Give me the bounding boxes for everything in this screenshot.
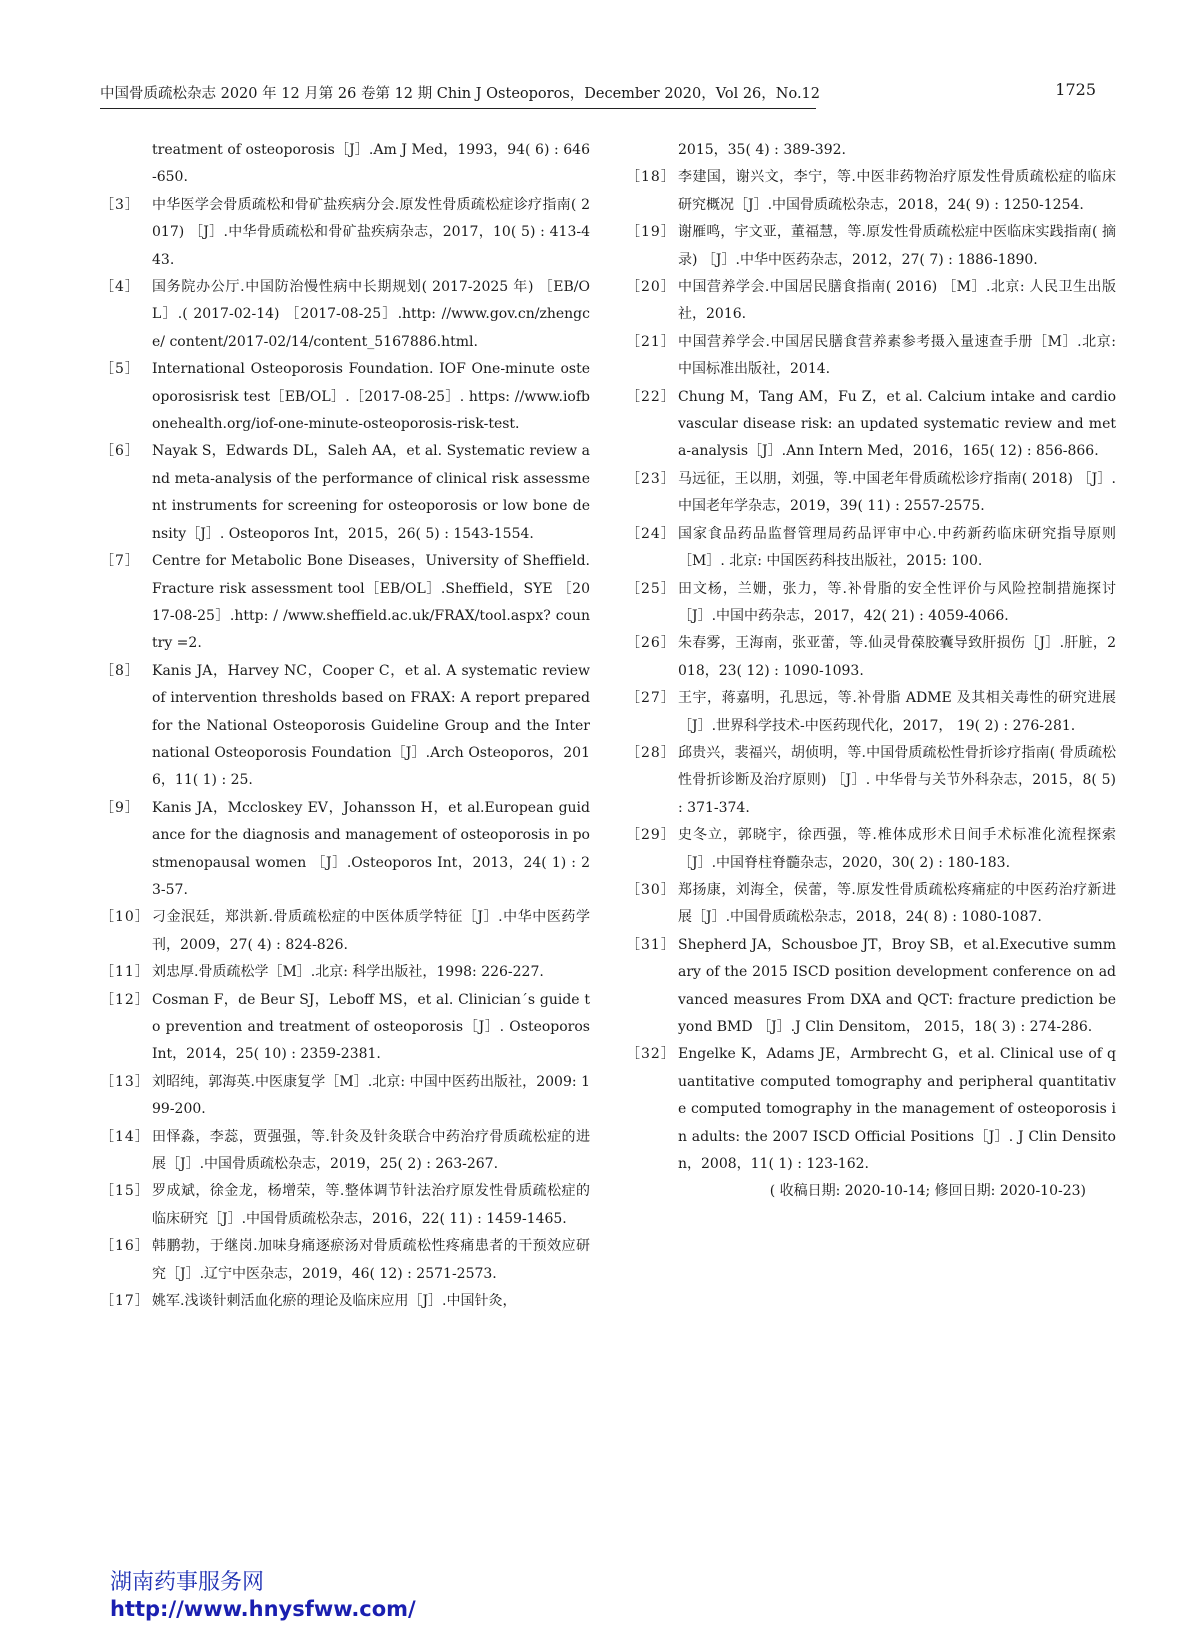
reference-number: ［15］ — [100, 1183, 150, 1200]
reference-text: 国务院办公厅.中国防治慢性病中长期规划( 2017-2025 年) ［EB/OL］.( 2017-02-14) ［2017-08-25］.http: //www.gov.cn/zhengce/ content/2017-02/14/content_5167886.html. — [152, 279, 590, 350]
reference-text: International Osteoporosis Foundation. IOF One-minute osteoporosisrisk test［EB/OL］.［2017-08-25］. https: //www.iofbonehealth.org/iof-one-minute-osteoporosis-risk-test. — [152, 361, 590, 433]
reference-text: Centre for Metabolic Bone Diseases，University of Sheffield. Fracture risk assessment tool［EB/OL］.Sheffield，SYE ［2017-08-25］.http: / /www.sheffield.ac.uk/FRAX/tool.aspx? country =2. — [152, 553, 590, 652]
reference-item — [100, 438, 590, 548]
reference-text: 李建国，谢兴文，李宁，等.中医非药物治疗原发性骨质疏松症的临床研究概况［J］.中国骨质疏松杂志，2018，24( 9) : 1250-1254. — [678, 169, 1116, 213]
reference-text: 马远征，王以朋，刘强，等.中国老年骨质疏松诊疗指南( 2018) ［J］.中国老年学杂志，2019，39( 11) : 2557-2575. — [678, 470, 1116, 515]
watermark — [110, 1570, 416, 1622]
reference-item — [100, 1233, 590, 1288]
running-header — [100, 82, 1096, 106]
reference-number: ［6］ — [100, 443, 140, 460]
reference-text: 郑扬康，刘海全，侯蕾，等.原发性骨质疏松疼痛症的中医药治疗新进展［J］.中国骨质疏松杂志，2018，24( 8) : 1080-1087. — [678, 881, 1116, 926]
reference-number: ［4］ — [100, 279, 140, 296]
reference-text: 2015，35( 4) : 389-392. — [678, 142, 846, 158]
reference-list-left — [100, 137, 590, 1315]
reference-item — [100, 904, 590, 959]
page-number: 1725 — [1055, 80, 1096, 99]
reference-text: Kanis JA，Harvey NC，Cooper C，et al. A systematic review of intervention thresholds based on FRAX: A report prepared for the National Osteoporosis Guideline Group and the International Osteoporosis Foundation［J］.Arch Osteoporos，2016，11( 1) : 25. — [152, 662, 590, 789]
reference-text: 田怿淼，李蕊，贾强强，等.针灸及针灸联合中药治疗骨质疏松症的进展［J］.中国骨质疏松杂志，2019，25( 2) : 263-267. — [152, 1128, 590, 1173]
reference-number: ［13］ — [100, 1073, 150, 1090]
reference-item — [100, 274, 590, 356]
reference-text: 刘昭纯，郭海英.中医康复学［M］.北京: 中国中医药出版社，2009: 199-200. — [152, 1073, 590, 1118]
reference-number: ［27］ — [626, 690, 676, 707]
reference-item — [100, 137, 590, 192]
header-rule — [100, 108, 816, 109]
reference-number: ［16］ — [100, 1238, 150, 1255]
running-title: 中国骨质疏松杂志 2020 年 12 月第 26 卷第 12 期 Chin J Osteoporos，December 2020，Vol 26，No.12 — [100, 86, 821, 102]
reference-item — [626, 521, 1116, 576]
reference-number: ［29］ — [626, 827, 676, 844]
reference-number: ［10］ — [100, 909, 150, 926]
reference-item — [626, 740, 1116, 822]
reference-text: 田文杨，兰姗，张力，等.补骨脂的安全性评价与风险控制措施探讨［J］.中国中药杂志，2017，42( 21) : 4059-4066. — [678, 580, 1116, 624]
reference-text: Kanis JA，Mccloskey EV，Johansson H，et al.European guidance for the diagnosis and management of osteoporosis in postmenopausal women ［J］.Osteoporos Int，2013，24( 1) : 23-57. — [152, 799, 590, 898]
reference-item — [100, 192, 590, 274]
reference-text: 邱贵兴，裴福兴，胡侦明，等.中国骨质疏松性骨折诊疗指南( 骨质疏松性骨折诊断及治疗原则) ［J］. 中华骨与关节外科杂志，2015，8( 5) : 371-374. — [678, 744, 1116, 816]
reference-text: 姚军.浅谈针刺活血化瘀的理论及临床应用［J］.中国针灸， — [152, 1293, 517, 1310]
watermark-title: 湖南药事服务网 — [110, 1570, 265, 1595]
reference-number: ［19］ — [626, 224, 676, 241]
reference-item — [626, 576, 1116, 631]
reference-number: ［20］ — [626, 279, 676, 296]
reference-text: 中国营养学会.中国居民膳食营养素参考摄入量速查手册［M］.北京: 中国标准出版社，2014. — [678, 333, 1116, 378]
reference-item — [626, 1041, 1116, 1178]
reference-number: ［3］ — [100, 196, 140, 213]
reference-number: ［12］ — [100, 991, 150, 1008]
reference-item — [100, 658, 590, 795]
reference-text: 刘忠厚.骨质疏松学［M］.北京: 科学出版社，1998: 226-227. — [152, 964, 544, 981]
reference-text: 朱春雾，王海南，张亚蕾，等.仙灵骨葆胶囊导致肝损伤［J］.肝脏，2018，23( 12) : 1090-1093. — [678, 635, 1116, 679]
reference-number: ［23］ — [626, 470, 676, 487]
reference-text: Engelke K，Adams JE，Armbrecht G，et al. Clinical use of quantitative computed tomography and peripheral quantitative computed tomography in the management of osteoporosis in adults: the 2007 ISCD Official Positions［J］. J Clin Densiton，2008，11( 1) : 123-162. — [678, 1046, 1116, 1173]
reference-item — [100, 1288, 590, 1315]
received-date-note: ( 收稿日期: 2020-10-14; 修回日期: 2020-10-23) — [769, 1183, 1086, 1200]
reference-item — [100, 959, 590, 986]
reference-text: 王宇，蒋嘉明，孔思远，等.补骨脂 ADME 及其相关毒性的研究进展［J］.世界科学技术-中医药现代化，2017， 19( 2) : 276-281. — [678, 690, 1116, 734]
reference-item — [626, 219, 1116, 274]
reference-number: ［21］ — [626, 333, 676, 350]
reference-text: treatment of osteoporosis［J］.Am J Med，1993，94( 6) : 646-650. — [152, 142, 590, 186]
reference-item — [100, 795, 590, 905]
reference-number: ［14］ — [100, 1128, 150, 1145]
reference-number: ［26］ — [626, 635, 676, 652]
reference-text: 国家食品药品监督管理局药品评审中心.中药新药临床研究指导原则［M］. 北京: 中国医药科技出版社，2015: 100. — [678, 525, 1116, 570]
reference-number: ［11］ — [100, 964, 150, 981]
reference-number: ［8］ — [100, 662, 140, 679]
reference-item — [100, 987, 590, 1069]
reference-number: ［25］ — [626, 580, 676, 597]
reference-item — [100, 356, 590, 438]
reference-item — [100, 548, 590, 658]
reference-number: ［28］ — [626, 744, 676, 761]
reference-item — [100, 1178, 590, 1233]
reference-number: ［7］ — [100, 553, 140, 570]
reference-item — [626, 329, 1116, 384]
reference-item — [626, 164, 1116, 219]
reference-text: Chung M，Tang AM，Fu Z，et al. Calcium intake and cardiovascular disease risk: an updated systematic review and meta-analysis［J］.Ann Intern Med，2016，165( 12) : 856-866. — [678, 388, 1116, 460]
reference-item — [100, 1069, 590, 1124]
reference-number: ［22］ — [626, 388, 676, 405]
reference-number: ［17］ — [100, 1293, 150, 1310]
reference-item — [626, 685, 1116, 740]
reference-number: ［18］ — [626, 169, 676, 186]
reference-number: ［31］ — [626, 936, 676, 953]
reference-text: Cosman F，de Beur SJ，Leboff MS，et al. Clinician´s guide to prevention and treatment of osteoporosis［J］. Osteoporos Int，2014，25( 10) : 2359-2381. — [152, 991, 590, 1063]
reference-item — [626, 822, 1116, 877]
reference-item — [626, 630, 1116, 685]
reference-text: Shepherd JA，Schousboe JT，Broy SB，et al.Executive summary of the 2015 ISCD position development conference on advanced measures From DXA and QCT: fracture prediction beyond BMD ［J］.J Clin Densitom， 2015，18( 3) : 274-286. — [678, 936, 1116, 1035]
reference-text: 刁金泯廷，郑洪新.骨质疏松症的中医体质学特征［J］.中华中医药学刊，2009，27( 4) : 824-826. — [152, 909, 590, 953]
reference-item — [100, 1124, 590, 1179]
watermark-url[interactable]: http://www.hnysfww.com/ — [110, 1597, 416, 1621]
reference-text: Nayak S，Edwards DL，Saleh AA，et al. Systematic review and meta-analysis of the performance of clinical risk assessment instruments for screening for osteoporosis or low bone density［J］. Osteoporos Int，2015，26( 5) : 1543-1554. — [152, 443, 590, 542]
reference-text: 史冬立，郭晓宇，徐西强，等.椎体成形术日间手术标准化流程探索［J］.中国脊柱脊髓杂志，2020，30( 2) : 180-183. — [678, 827, 1116, 871]
reference-item — [626, 932, 1116, 1042]
reference-item — [626, 137, 1116, 164]
reference-item — [626, 384, 1116, 466]
reference-list-right — [626, 137, 1116, 1206]
reference-number: ［9］ — [100, 799, 140, 816]
reference-number: ［30］ — [626, 881, 676, 898]
reference-item — [626, 877, 1116, 932]
reference-text: 中华医学会骨质疏松和骨矿盐疾病分会.原发性骨质疏松症诊疗指南( 2017) ［J］.中华骨质疏松和骨矿盐疾病杂志，2017，10( 5) : 413-443. — [152, 196, 590, 268]
reference-item — [626, 466, 1116, 521]
reference-item — [626, 274, 1116, 329]
reference-text: 罗成斌，徐金龙，杨增荣，等.整体调节针法治疗原发性骨质疏松症的临床研究［J］.中国骨质疏松杂志，2016，22( 11) : 1459-1465. — [152, 1183, 590, 1227]
reference-number: ［5］ — [100, 361, 140, 378]
reference-number: ［24］ — [626, 525, 676, 542]
reference-text: 谢雁鸣，宇文亚，董福慧，等.原发性骨质疏松症中医临床实践指南( 摘录) ［J］.中华中医药杂志，2012，27( 7) : 1886-1890. — [678, 224, 1116, 268]
reference-number: ［32］ — [626, 1046, 676, 1063]
reference-text: 韩鹏勃，于继岗.加味身痛逐瘀汤对骨质疏松性疼痛患者的干预效应研究［J］.辽宁中医杂志，2019，46( 12) : 2571-2573. — [152, 1238, 590, 1282]
reference-text: 中国营养学会.中国居民膳食指南( 2016) ［M］.北京: 人民卫生出版社，2016. — [678, 279, 1116, 323]
